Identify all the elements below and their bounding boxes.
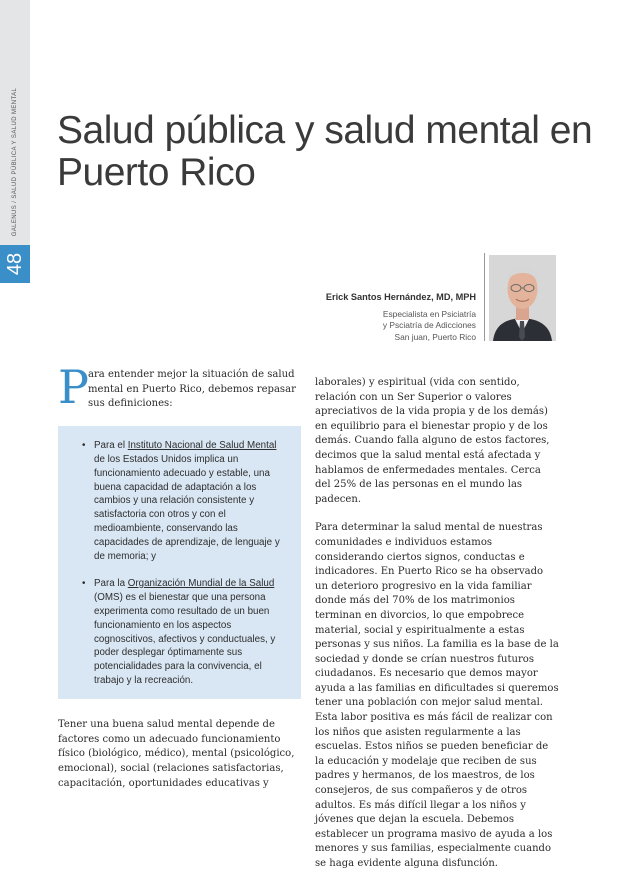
bullet-icon: • — [82, 577, 86, 589]
author-block — [326, 292, 476, 343]
definitions-box — [58, 426, 301, 699]
definition-text: (OMS) es el bienestar que una persona experimenta como resultado de un buen funcionamiento en los aspectos cognoscitivos, afectivos y conductuales, y poder desplegar óptimamente sus potencialidades para la convivencia, el trabajo y la recreación. — [94, 591, 276, 687]
definition-item — [82, 577, 287, 688]
body-paragraph-right-2: Para determinar la salud mental de nuestras comunidades e individuos estamos considerando ciertos signos, conductas e indicadores. En Puerto Rico se ha observado un deterioro progresivo en la vida familiar donde más del 70% de los matrimonios terminan en divorcios, lo que empobrece material, social y espiritualmente a estas personas y sus niños. La familia es la base de la sociedad y donde se crían nuestros futuros ciudadanos. Es necesario que demos mayor ayuda a las familias en dificultades si queremos tener una población con mejor salud mental. Esta labor positiva es más fácil de realizar con los niños que asisten regularmente a las escuelas. Estos niños se pueden beneficiar de la educación y modelaje que reciben de sus padres y hermanos, de los maestros, de los consejeros, de sus compañeros y de otros adultos. Es más difícil llegar a los niños y jóvenes que dejan la escuela. Debemos establecer un programa masivo de ayuda a los menores y sus familias, especialmente cuando se haga evidente alguna disfunción. — [315, 522, 559, 869]
page-number: 48 — [4, 252, 26, 276]
definition-org-link: Instituto Nacional de Salud Mental — [127, 439, 277, 451]
intro-paragraph — [58, 360, 301, 414]
author-photo — [489, 255, 556, 341]
definition-prefix: Para la — [94, 577, 128, 589]
right-column — [315, 376, 559, 872]
author-role-line2: y Psciatría de Adicciones — [382, 320, 476, 331]
drop-cap: P — [58, 360, 89, 414]
definition-item — [82, 439, 287, 564]
left-column — [58, 360, 301, 791]
author-role-line1: Especialista en Psiciatría — [382, 309, 476, 319]
definition-org-link: Organización Mundial de la Salud — [127, 577, 275, 589]
definition-prefix: Para el — [94, 439, 128, 451]
author-divider — [484, 253, 485, 341]
bullet-icon: • — [82, 439, 86, 451]
running-head: GALENUS / SALUD PÚBLICA Y SALUD MENTAL — [12, 87, 18, 237]
body-paragraph-right-1: laborales) y espiritual (vida con sentido, relación con un Ser Superior o valores apreciativos de la vida propia y de los demás) en equilibrio para el bienestar propio y de los demás. Cuando falla alguno de estos factores, decimos que la salud mental está afectada y hablamos de enfermedades mentales. Cerca del 25% de las personas en el mundo las padecen. — [315, 377, 550, 505]
body-paragraph-left: Tener una buena salud mental depende de factores como un adecuado funcionamiento físico (biológico, médico), mental (psicológico, emocional), social (relaciones satisfactorias, capacitación, oportunidades educativas y — [58, 719, 295, 789]
author-name: Erick Santos Hernández, MD, MPH — [325, 292, 476, 302]
author-location: San juan, Puerto Rico — [394, 331, 476, 342]
intro-text: ara entender mejor la situación de salud mental en Puerto Rico, debemos repasar sus definiciones: — [88, 369, 296, 410]
definition-text: de los Estados Unidos implica un funcionamiento adecuado y estable, una buena capacidad de adaptación a los cambios y una relación consistente y satisfactoria con otros y con el medioambiente, conservando las capacidades de aprendizaje, de lenguaje y de memoria; y — [94, 453, 280, 563]
page-title: Salud pública y salud mental en Puerto Rico — [57, 109, 593, 194]
